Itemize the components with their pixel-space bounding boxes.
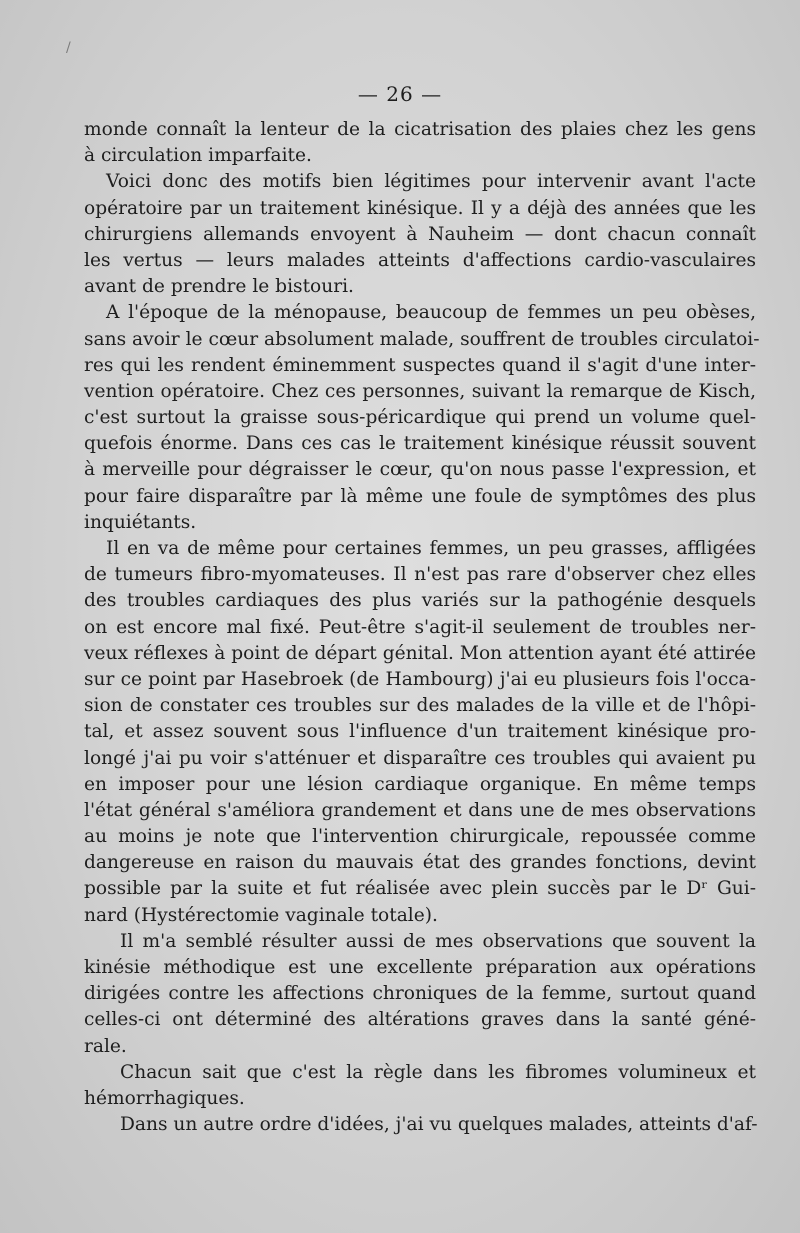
text-line: A l'époque de la ménopause, beaucoup de femmes un peu obèses, (106, 302, 756, 324)
text-line: veux réflexes à point de départ génital. Mon attention ayant été attirée (84, 642, 756, 664)
text-line: tal, et assez souvent sous l'influence d'un traitement kinésique pro- (84, 721, 756, 743)
text-line: dirigées contre les affections chroniques de la femme, surtout quand (84, 983, 756, 1005)
text-line: c'est surtout la graisse sous-péricardique qui prend un volume quel- (84, 407, 756, 429)
text-line: vention opératoire. Chez ces personnes, suivant la remarque de Kisch, (84, 380, 756, 402)
text-line: au moins je note que l'intervention chirurgicale, repoussée comme (84, 826, 756, 848)
text-line: dangereuse en raison du mauvais état des grandes fonctions, devint (84, 852, 756, 874)
text-line: l'état général s'améliora grandement et dans une de mes observations (84, 799, 756, 821)
text-line: Chacun sait que c'est la règle dans les fibromes volumineux et (120, 1061, 756, 1083)
text-line: sion de constater ces troubles sur des malades de la ville et de l'hôpi- (84, 695, 756, 717)
text-line: pour faire disparaître par là même une foule de symptômes des plus (84, 485, 756, 507)
text-line: sur ce point par Hasebroek (de Hambourg) j'ai eu plusieurs fois l'occa- (84, 668, 756, 690)
text-line: sans avoir le cœur absolument malade, souffrent de troubles circulatoi- (84, 328, 760, 350)
text-line: des troubles cardiaques des plus variés sur la pathogénie desquels (84, 590, 756, 612)
body-text (84, 117, 760, 1138)
text-line: Il m'a semblé résulter aussi de mes observations que souvent la (120, 930, 756, 952)
text-line: opératoire par un traitement kinésique. Il y a déjà des années que les (84, 197, 756, 219)
text-line: nard (Hystérectomie vaginale totale). (84, 904, 438, 926)
text-line: on est encore mal fixé. Peut-être s'agit-il seulement de troubles ner- (84, 616, 756, 638)
text-line: à circulation imparfaite. (84, 145, 312, 167)
text-line: à merveille pour dégraisser le cœur, qu'on nous passe l'expression, et (84, 459, 756, 481)
text-line: monde connaît la lenteur de la cicatrisation des plaies chez les gens (84, 119, 756, 140)
text-line: de tumeurs fibro-myomateuses. Il n'est pas rare d'observer chez elles (84, 564, 756, 586)
text-line: en imposer pour une lésion cardiaque organique. En même temps (84, 773, 756, 795)
text-line: hémorrhagiques. (84, 1087, 245, 1109)
text-line: inquiétants. (84, 511, 197, 533)
text-line: les vertus — leurs malades atteints d'affections cardio-vasculaires (84, 249, 756, 271)
text-line: Dans un autre ordre d'idées, j'ai vu quelques malades, atteints d'af- (120, 1114, 758, 1136)
text-line: possible par la suite et fut réalisée avec plein succès par le Dʳ Gui- (84, 878, 756, 900)
text-line: longé j'ai pu voir s'atténuer et disparaître ces troubles qui avaient pu (84, 747, 756, 769)
page-number: — 26 — (357, 82, 443, 106)
text-line: Voici donc des motifs bien légitimes pour intervenir avant l'acte (106, 171, 756, 193)
text-line: chirurgiens allemands envoyent à Nauheim — dont chacun connaît (84, 223, 756, 245)
scan-speck: / (66, 40, 71, 56)
text-line: kinésie méthodique est une excellente préparation aux opérations (84, 957, 756, 978)
text-line: quefois énorme. Dans ces cas le traitement kinésique réussit souvent (84, 433, 756, 455)
text-line: rale. (84, 1035, 127, 1057)
text-line: avant de prendre le bistouri. (84, 276, 354, 298)
text-line: res qui les rendent éminemment suspectes quand il s'agit d'une inter- (84, 354, 756, 376)
text-line: Il en va de même pour certaines femmes, un peu grasses, affligées (106, 538, 756, 559)
text-line: celles-ci ont déterminé des altérations graves dans la santé géné- (84, 1009, 756, 1031)
